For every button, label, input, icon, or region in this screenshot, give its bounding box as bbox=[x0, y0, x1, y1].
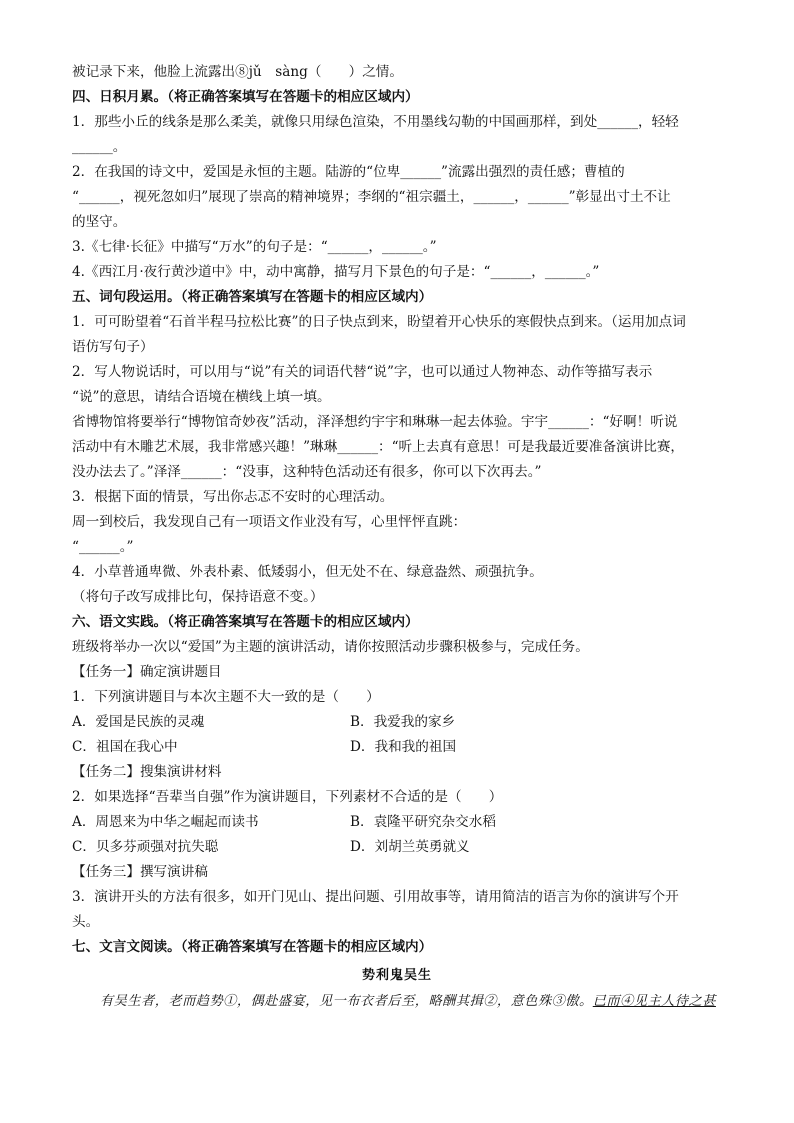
text-line: “______，视死忽如归”展现了崇高的精神境界；李纲的“祖宗疆土，______，______”彰显出寸土不让 bbox=[72, 189, 671, 205]
text-line: 2．在我国的诗文中，爱国是永恒的主题。陆游的“位卑______”流露出强烈的责任感；曹植的 bbox=[72, 164, 625, 180]
text-line: 4.《西江月·夜行黄沙道中》中，动中寓静，描写月下景色的句子是：“______，______。” bbox=[72, 264, 600, 280]
section-five-heading: 五、词句段运用。（将正确答案填写在答题卡的相应区域内） bbox=[72, 289, 433, 305]
option-c[interactable]: C．贝多芬顽强对抗失聪 bbox=[72, 839, 219, 855]
text-line: 班级将举办一次以“爱国”为主题的演讲活动，请你按照活动步骤积极参与，完成任务。 bbox=[72, 639, 589, 655]
section-seven-heading: 七、文言文阅读。（将正确答案填写在答题卡的相应区域内） bbox=[72, 939, 433, 955]
question-text: 2．如果选择“吾辈当自强”作为演讲题目，下列素材不合适的是（ ） bbox=[72, 789, 503, 805]
section-six-heading: 六、语文实践。（将正确答案填写在答题卡的相应区域内） bbox=[72, 614, 419, 630]
option-a[interactable]: A．爱国是民族的灵魂 bbox=[72, 714, 205, 730]
option-row bbox=[72, 713, 724, 731]
text-line: （将句子改写成排比句，保持语意不变。） bbox=[72, 589, 324, 605]
option-row bbox=[72, 813, 724, 831]
question-text: 1．下列演讲题目与本次主题不大一致的是（ ） bbox=[72, 689, 380, 705]
text-line: 3.《七律·长征》中描写“万水”的句子是：“______，______。” bbox=[72, 239, 437, 255]
task-two-heading: 【任务二】搜集演讲材料 bbox=[72, 764, 222, 780]
option-b[interactable]: B．袁隆平研究杂交水稻 bbox=[350, 814, 496, 830]
task-one-heading: 【任务一】确定演讲题目 bbox=[72, 664, 222, 680]
option-d[interactable]: D．刘胡兰英勇就义 bbox=[350, 839, 470, 855]
text-line: 周一到校后，我发现自己有一项语文作业没有写，心里怦怦直跳： bbox=[72, 514, 467, 530]
text-line: 没办法去了。”泽泽______：“没事，这种特色活动还有很多，你可以下次再去。” bbox=[72, 464, 542, 480]
text-line: 的坚守。 bbox=[72, 214, 127, 230]
text-line: 3．根据下面的情景，写出你忐忑不安时的心理活动。 bbox=[72, 489, 394, 505]
passage-underlined-text: 已而④见主人待之甚 bbox=[592, 994, 716, 1009]
text-line: 省博物馆将要举行“博物馆奇妙夜”活动，泽泽想约宇宇和琳琳一起去体验。宇宇______：“好啊！听说 bbox=[72, 414, 678, 430]
option-row bbox=[72, 838, 724, 856]
passage-line bbox=[100, 990, 724, 1009]
text-line: 2．写人物说话时，可以用与“说”有关的词语代替“说”字，也可以通过人物神态、动作等描写表示 bbox=[72, 364, 653, 380]
text-line: “______。” bbox=[72, 539, 134, 555]
text-line: 活动中有木雕艺术展，我非常感兴趣！”琳琳______：“听上去真有意思！可是我最近要准备演讲比赛， bbox=[72, 439, 685, 455]
task-three-heading: 【任务三】撰写演讲稿 bbox=[72, 864, 208, 880]
option-a[interactable]: A．周恩来为中华之崛起而读书 bbox=[72, 814, 259, 830]
option-b[interactable]: B．我爱我的家乡 bbox=[350, 714, 456, 730]
text-line: 1．那些小丘的线条是那么柔美，就像只用绿色渲染，不用墨线勾勒的中国画那样，到处______，轻轻 bbox=[72, 114, 679, 130]
text-line: 1．可可盼望着“石首半程马拉松比赛”的日子快点到来，盼望着开心快乐的寒假快点到来。（运用加点词 bbox=[72, 314, 686, 330]
option-c[interactable]: C．祖国在我心中 bbox=[72, 739, 178, 755]
text-line: ______。 bbox=[72, 139, 127, 155]
option-row bbox=[72, 738, 724, 756]
section-four-heading: 四、日积月累。（将正确答案填写在答题卡的相应区域内） bbox=[72, 89, 419, 105]
text-line: 语仿写句子） bbox=[72, 339, 154, 355]
question-text: 3．演讲开头的方法有很多，如开门见山、提出问题、引用故事等，请用简洁的语言为你的演讲写个开 bbox=[72, 889, 679, 905]
text-line: 4．小草普通卑微、外表朴素、低矮弱小，但无处不在、绿意盎然、顽强抗争。 bbox=[72, 564, 543, 580]
text-line: “说”的意思，请结合语境在横线上填一填。 bbox=[72, 389, 331, 405]
question-text: 头。 bbox=[72, 914, 100, 930]
option-d[interactable]: D．我和我的祖国 bbox=[350, 739, 457, 755]
passage-title: 势利鬼吴生 bbox=[361, 968, 432, 983]
text-line: 被记录下来，他脸上流露出⑧jǔ sàng（ ）之情。 bbox=[72, 64, 403, 80]
passage-text: 有吴生者，老而趋势①，偶赴盛宴，见一布衣者后至，略酬其揖②，意色殊③傲。 bbox=[100, 994, 593, 1009]
